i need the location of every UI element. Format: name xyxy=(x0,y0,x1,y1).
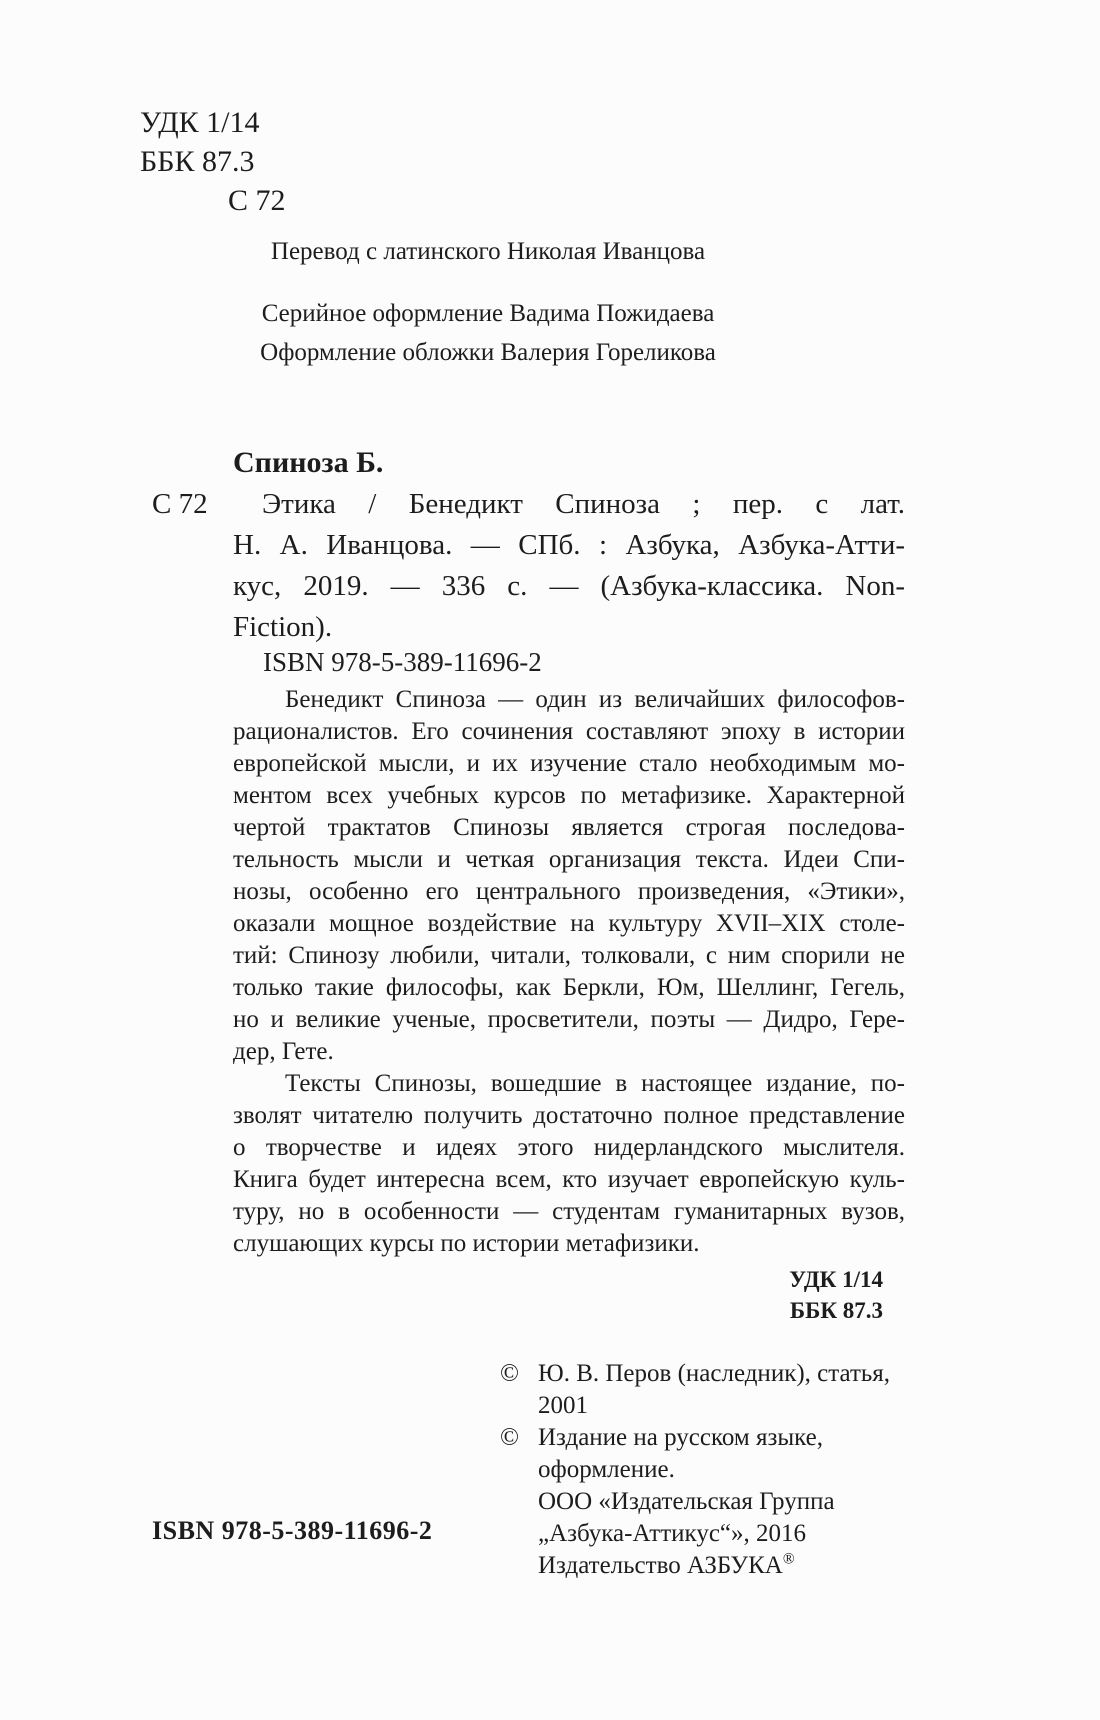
translator-credit: Перевод с латинского Николая Иванцова xyxy=(270,238,706,265)
publisher-line xyxy=(538,1550,940,1582)
publisher-name: Издательство АЗБУКА xyxy=(538,1552,783,1579)
copyright-symbol: © xyxy=(500,1360,519,1387)
catalog-margin-code: С 72 xyxy=(152,488,208,520)
copyright-entry-edition xyxy=(500,1422,940,1582)
copyright-edition-text: Издание на русском языке, оформление. ООО «Издательская Группа „Азбука-Аттикус“», 2016 xyxy=(538,1424,835,1547)
isbn-footer: ISBN 978-5-389-11696-2 xyxy=(152,1516,433,1545)
copyright-block xyxy=(500,1358,940,1582)
copyright-article-text: Ю. В. Перов (наследник), статья, 2001 xyxy=(538,1360,891,1419)
registered-trademark-symbol: ® xyxy=(782,1550,795,1568)
catalog-entry: Этика / Бенедикт Спиноза ; пер. с лат. Н. А. Иванцова. — СПб. : Азбука, Азбука-Атти- кус, 2019. — 336 с. — (Азбука-классика. Non- Fiction). xyxy=(233,488,905,643)
cover-design-credit: Оформление обложки Валерия Гореликова xyxy=(260,339,716,366)
udk-code-footer: УДК 1/14 xyxy=(789,1267,883,1292)
annotation-paragraph-1: Бенедикт Спиноза — один из величайших философов- рационалистов. Его сочинения составляют эпоху в истории европейской мысли, и их изучение стало необходимым мо- ментом всех учебных курсов по метафизике. Характерной чертой трактатов Спинозы является строгая последова- тельность мысли и четкая организация текста. Идеи Спи- нозы, особенно его центрального произведения, «Этики», оказали мощное воздействие на культуру XVII–XIX столе- тий: Спинозу любили, читали, толковали, с ним спорили не только такие философы, как Беркли, Юм, Шеллинг, Гегель, но и великие ученые, просветители, поэты — Дидро, Гере- дер, Гете. xyxy=(233,686,905,1065)
copyright-entry-article xyxy=(500,1358,940,1422)
bbk-code: ББК 87.3 xyxy=(140,145,255,178)
classification-header xyxy=(140,103,286,220)
catalog-author: Спиноза Б. xyxy=(233,446,384,479)
udk-code: УДК 1/14 xyxy=(140,106,260,139)
annotation-paragraph-2: Тексты Спинозы, вошедшие в настоящее издание, по- зволят читателю получить достаточно полное представление о творчестве и идеях этого нидерландского мыслителя. Книга будет интересна всем, кто изучает европейскую куль- туру, но в особенности — студентам гуманитарных вузов, слушающих курсы по истории метафизики. xyxy=(233,1070,905,1257)
copyright-symbol: © xyxy=(500,1424,519,1451)
isbn-number: ISBN 978-5-389-11696-2 xyxy=(263,647,542,677)
classification-footer xyxy=(700,1264,883,1326)
series-design-credit: Серийное оформление Вадима Пожидаева xyxy=(261,300,715,327)
author-sign-code: С 72 xyxy=(228,184,286,217)
bbk-code-footer: ББК 87.3 xyxy=(789,1298,883,1323)
